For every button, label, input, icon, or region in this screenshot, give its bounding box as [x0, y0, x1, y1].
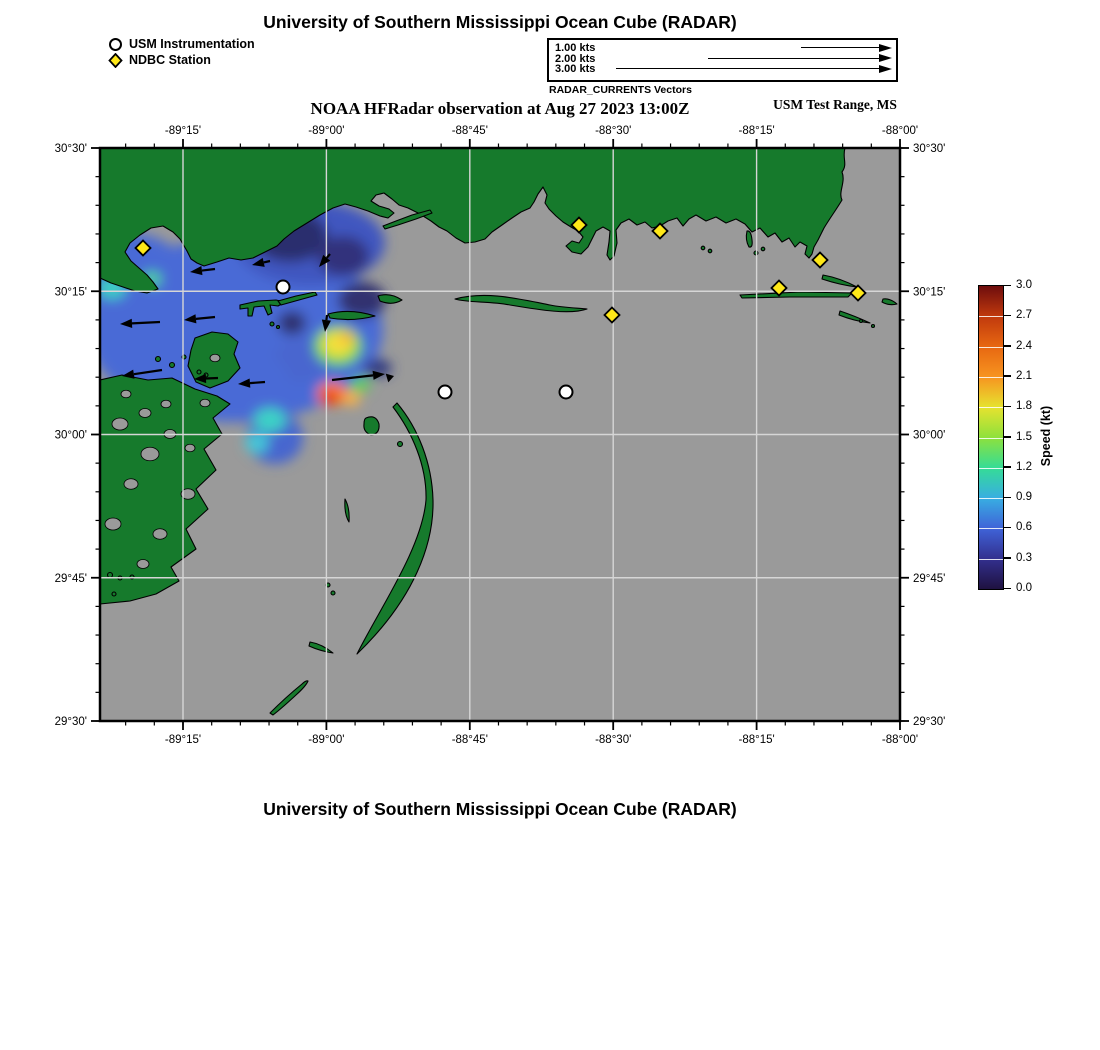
legend-item-label: USM Instrumentation: [129, 37, 255, 51]
colorbar-tick-line: [979, 498, 1003, 499]
circle-marker-icon: [108, 37, 123, 52]
svg-text:30°30': 30°30': [913, 143, 946, 155]
svg-text:29°30': 29°30': [913, 716, 946, 728]
svg-text:-88°00': -88°00': [881, 125, 919, 137]
legend-item-ndbc: [108, 52, 255, 68]
islet: [708, 249, 712, 253]
colorbar-tick: [1004, 375, 1011, 377]
colorbar-tick-line: [979, 407, 1003, 408]
usm-instrument-marker: [277, 281, 290, 294]
svg-text:30°15': 30°15': [54, 286, 87, 299]
islet: [701, 246, 705, 250]
svg-text:30°00': 30°00': [54, 429, 87, 442]
colorbar: [978, 285, 1004, 590]
colorbar-tick-line: [979, 468, 1003, 469]
islet: [197, 370, 201, 374]
svg-text:-88°45': -88°45': [451, 125, 488, 137]
colorbar-tick: [1004, 497, 1011, 499]
vector-scale-caption: RADAR_CURRENTS Vectors: [549, 84, 692, 96]
islet: [112, 592, 116, 596]
islet: [860, 320, 863, 323]
colorbar-tick-label: 2.1: [1016, 369, 1032, 382]
colorbar-tick: [1004, 436, 1011, 438]
observation-subtitle: NOAA HFRadar observation at Aug 27 2023 13:00Z: [310, 99, 690, 118]
colorbar-tick-label: 3.0: [1016, 279, 1032, 291]
svg-text:-88°00': -88°00': [881, 734, 919, 746]
colorbar-tick-label: 0.9: [1016, 491, 1032, 504]
vector-scale-box: [547, 38, 898, 82]
colorbar-tick-label: 1.8: [1016, 400, 1032, 413]
svg-text:-89°15': -89°15': [164, 125, 202, 137]
colorbar-tick-label: 0.0: [1016, 582, 1032, 594]
colorbar-tick-line: [979, 347, 1003, 348]
svg-text:29°45': 29°45': [913, 572, 946, 585]
figure-title-bottom: University of Southern Mississippi Ocean Cube (RADAR): [263, 799, 737, 819]
islet: [277, 326, 280, 329]
svg-text:-88°30': -88°30': [595, 125, 632, 137]
vector-scale-arrowhead-icon: [879, 65, 892, 73]
islet: [398, 442, 403, 447]
usm-instrument-marker: [560, 386, 573, 399]
svg-text:-88°30': -88°30': [595, 734, 632, 746]
svg-text:29°30': 29°30': [54, 716, 87, 728]
islet: [108, 573, 113, 578]
test-range-label: USM Test Range, MS: [773, 97, 897, 112]
svg-text:-88°15': -88°15': [738, 125, 775, 137]
vector-scale-line: [616, 68, 881, 69]
colorbar-tick-label: 2.7: [1016, 309, 1032, 322]
colorbar-tick: [1004, 588, 1011, 590]
colorbar-tick: [1004, 315, 1011, 317]
svg-text:-89°00': -89°00': [308, 125, 345, 137]
colorbar-tick-label: 0.6: [1016, 521, 1032, 534]
map-plot-area: [54, 125, 946, 746]
colorbar-tick: [1004, 466, 1011, 468]
colorbar-tick-label: 1.5: [1016, 430, 1032, 443]
colorbar-tick: [1004, 345, 1011, 347]
islet: [270, 322, 274, 326]
svg-text:30°15': 30°15': [913, 286, 946, 299]
vector-scale-entry-label: 1.00 kts: [555, 42, 596, 54]
vector-scale-line: [708, 58, 880, 59]
map-svg: [54, 125, 946, 746]
colorbar-tick-label: 0.3: [1016, 551, 1032, 564]
islet: [761, 247, 765, 251]
svg-text:-89°00': -89°00': [308, 734, 345, 746]
legend-item-usm: [108, 36, 255, 52]
svg-text:30°30': 30°30': [54, 143, 87, 155]
colorbar-tick-line: [979, 438, 1003, 439]
map-legend: [108, 36, 255, 68]
colorbar-tick-line: [979, 316, 1003, 317]
colorbar-tick: [1004, 527, 1011, 529]
svg-text:-88°45': -88°45': [451, 734, 488, 746]
vector-scale-arrowhead-icon: [879, 54, 892, 62]
colorbar-tick-label: 1.2: [1016, 460, 1032, 473]
colorbar-tick-line: [979, 377, 1003, 378]
legend-item-label: NDBC Station: [129, 53, 211, 67]
diamond-marker-icon: [108, 53, 123, 68]
svg-text:-88°15': -88°15': [738, 734, 775, 746]
vector-scale-arrowhead-icon: [879, 44, 892, 52]
figure-title-top: University of Southern Mississippi Ocean Cube (RADAR): [263, 12, 737, 32]
usm-instrument-marker: [439, 386, 452, 399]
colorbar-tick: [1004, 557, 1011, 559]
islet: [331, 591, 335, 595]
vector-scale-entry-label: 3.00 kts: [555, 63, 596, 75]
islet-c: [364, 417, 379, 435]
svg-text:29°45': 29°45': [54, 572, 87, 585]
colorbar-tick: [1004, 406, 1011, 408]
islet: [170, 363, 175, 368]
svg-text:30°00': 30°00': [913, 429, 946, 442]
islet: [872, 325, 875, 328]
colorbar-tick-line: [979, 559, 1003, 560]
vector-scale-entry-label: 2.00 kts: [555, 52, 596, 65]
vector-scale-line: [801, 47, 881, 48]
colorbar-tick-label: 2.4: [1016, 339, 1032, 352]
colorbar-title: Speed (kt): [1039, 405, 1053, 467]
islet: [156, 357, 161, 362]
svg-text:-89°15': -89°15': [164, 734, 202, 746]
colorbar-tick: [1004, 285, 1011, 287]
colorbar-tick-line: [979, 528, 1003, 529]
